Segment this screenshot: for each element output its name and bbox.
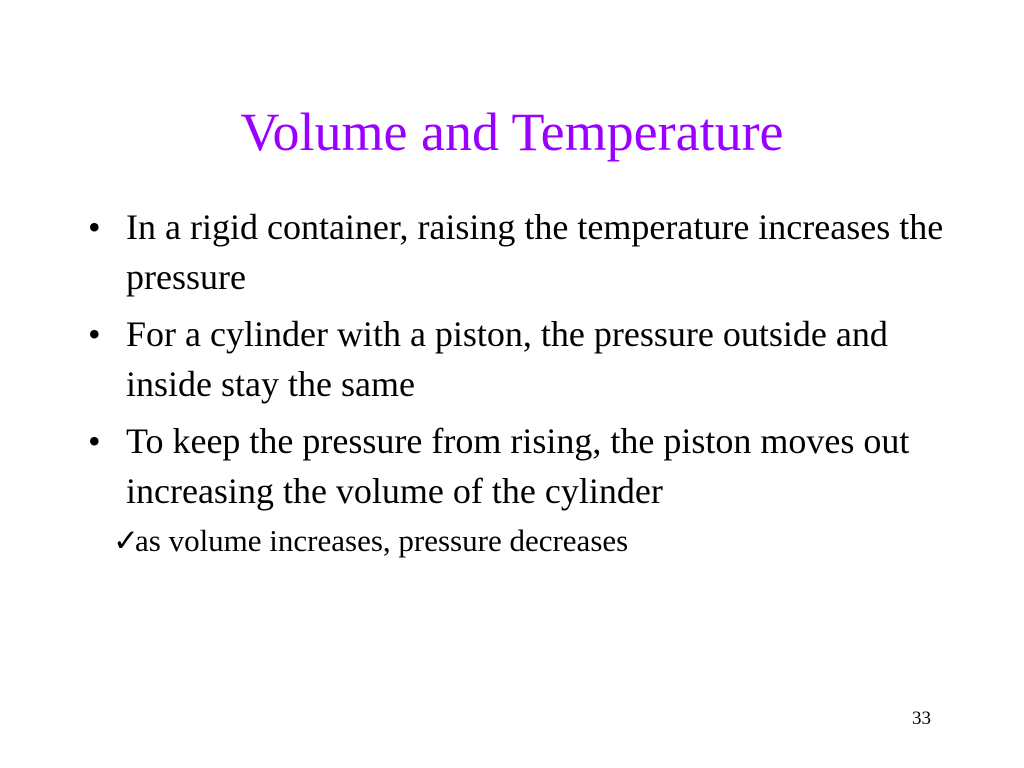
sub-bullet-item bbox=[88, 521, 948, 561]
page-number: 33 bbox=[912, 708, 931, 729]
bullet-item bbox=[88, 202, 948, 302]
bullet-item bbox=[88, 416, 948, 516]
bullet-text: In a rigid container, raising the temperature increases the pressure bbox=[126, 207, 944, 297]
bullet-marker-icon: • bbox=[88, 314, 101, 354]
checkmark-icon: ✓ bbox=[113, 523, 139, 558]
bullet-text: To keep the pressure from rising, the piston moves out increasing the volume of the cylinder bbox=[126, 421, 910, 511]
bullet-item bbox=[88, 309, 948, 409]
bullet-marker-icon: • bbox=[88, 421, 101, 461]
sub-bullet-text: as volume increases, pressure decreases bbox=[135, 523, 629, 558]
bullet-marker-icon: • bbox=[88, 207, 101, 247]
slide-title: Volume and Temperature bbox=[240, 102, 784, 162]
bullet-list bbox=[88, 202, 948, 561]
bullet-text: For a cylinder with a piston, the pressure outside and inside stay the same bbox=[126, 314, 888, 404]
